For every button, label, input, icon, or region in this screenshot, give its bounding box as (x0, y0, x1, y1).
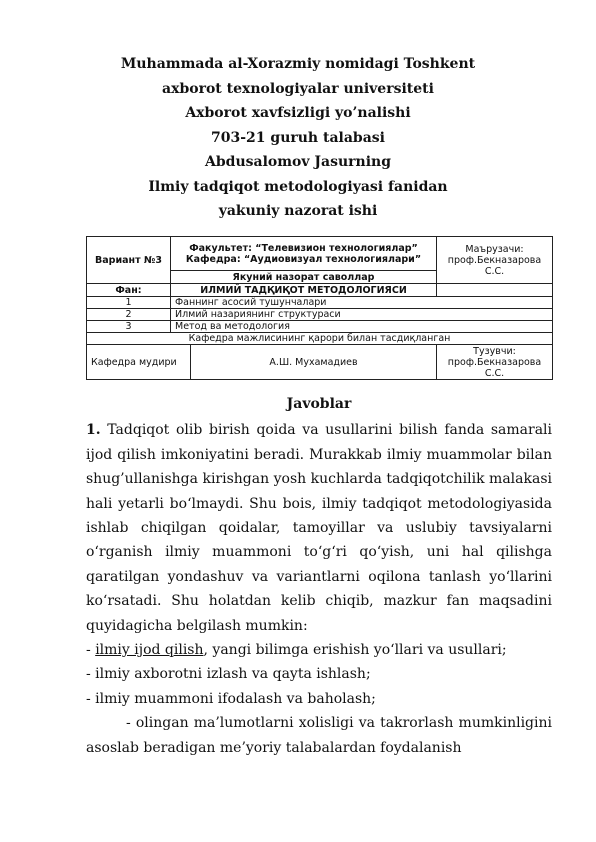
title-line-university-2: axborot texnologiyalar universiteti (162, 80, 434, 97)
list-item (86, 638, 552, 662)
table-row (87, 333, 553, 345)
title-line-direction: Axborot xavfsizligi yo’nalishi (185, 105, 411, 121)
department-head-label: Кафедра мудири (87, 345, 191, 380)
table-row (87, 284, 553, 297)
bullet-text: , yangi bilimga erishish yo‘llari va usullari; (203, 642, 507, 659)
title-line-group: 703-21 guruh talabasi (211, 129, 385, 146)
approval-cell: Кафедра мажлисининг қарори билан тасдиқланган (87, 333, 553, 345)
question-text: Фаннинг асосий тушунчалари (171, 297, 553, 309)
answer-number: 1. (86, 422, 101, 439)
table-row (87, 309, 553, 321)
title-line-university: Muhammada al-Xorazmiy nomidagi Toshkent (120, 56, 476, 72)
title-line-student: Abdusalomov Jasurning (205, 154, 391, 170)
faculty-text: Факультет: “Телевизион технологиялар” (189, 242, 418, 254)
answers-section (86, 392, 552, 760)
author-cell: Тузувчи: проф.Бекназарова С.С. (437, 345, 553, 380)
title-block (0, 52, 596, 224)
empty-cell (437, 284, 553, 297)
subject-name-cell: ИЛМИЙ ТАДҚИҚОТ МЕТОДОЛОГИЯСИ (171, 284, 437, 297)
exam-info-table (86, 236, 553, 380)
question-text: Метод ва методология (171, 321, 553, 333)
department-text: Кафедра: “Аудиовизуал технологиялари” (185, 253, 422, 265)
ilmiy-ijod-link[interactable]: ilmiy ijod qilish (95, 642, 204, 659)
list-item: - ilmiy axborotni izlash va qayta ishlash; (86, 666, 371, 683)
table-row (87, 237, 553, 271)
title-line-subject: Ilmiy tadqiqot metodologiyasi fanidan (148, 178, 448, 195)
answer-paragraph (86, 418, 552, 638)
table-row (87, 345, 553, 380)
question-text: Илмий назариянинг структураси (171, 309, 553, 321)
lecturer-cell: Маърузачи: проф.Бекназарова С.С. (437, 237, 553, 284)
answer-text: Tadqiqot olib birish qoida va usullarini bilish fanda samarali ijod qilish imkoniyatini beradi. Murakkab ilmiy muammolar bilan shug’ullanishga kirishgan yosh kuchlarda tadqiqotchilik malakasi hali yetarli bo‘lmaydi. Shu bois, ilmiy tadqiqot metodologiyasida ishlab chiqilgan qoidalar, tamoyillar va uslubiy tavsiyalarni o‘rganish ilmiy muammoni to‘g‘ri qo‘yish, uni hal qilishga qaratilgan yondashuv va variantlarni oqilona tanlash yo‘llarini ko‘rsatadi. Shu holatdan kelib chiqib, mazkur fan maqsadini quyidagicha belgilash mumkin: (86, 422, 552, 634)
variant-cell: Вариант №3 (87, 237, 171, 284)
bullet-prefix: - (86, 642, 96, 659)
question-number: 3 (87, 321, 171, 333)
subject-label-cell: Фан: (87, 284, 171, 297)
department-head-name: А.Ш. Мухамадиев (191, 345, 437, 380)
question-number: 2 (87, 309, 171, 321)
table-row (87, 297, 553, 309)
control-title-cell: Якуний назорат саволлар (171, 271, 437, 284)
list-item: - ilmiy muammoni ifodalash va baholash; (86, 690, 376, 707)
table-row (87, 321, 553, 333)
answers-title: Javoblar (286, 396, 352, 412)
title-line-work: yakuniy nazorat ishi (218, 203, 378, 219)
list-item: - olingan ma’lumotlarni xolisligi va takrorlash mumkinligini asoslab beradigan me’yoriy talabalardan foydalanish (86, 715, 552, 756)
faculty-cell (171, 237, 437, 271)
question-number: 1 (87, 297, 171, 309)
